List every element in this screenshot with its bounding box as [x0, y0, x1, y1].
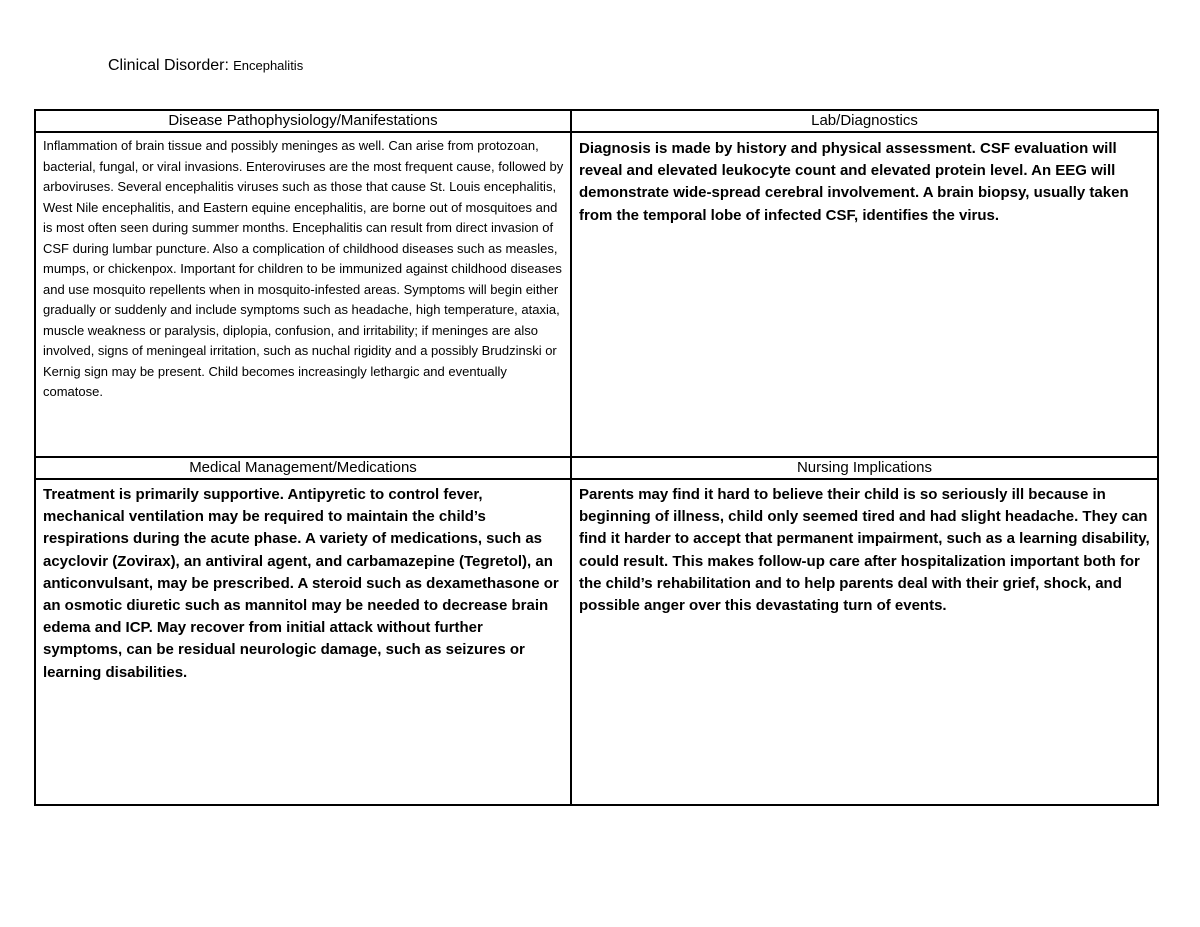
diagnostics-header: Lab/Diagnostics: [811, 112, 918, 129]
management-body: Treatment is primarily supportive. Antipyretic to control fever, mechanical ventilation may be required to maintain the child’s respirations during the acute phase. A variety of medications, such as acyclovir (Zovirax), an antiviral agent, and carbamazepine (Tegretol), an anticonvulsant, may be prescribed. A steroid such as dexamethasone or an osmotic diuretic such as mannitol may be needed to decrease brain edema and ICP. May recover from initial attack without further symptoms, can be residual neurologic damage, such as seizures or learning disabilities.: [43, 486, 559, 681]
clinical-disorder-table: [34, 109, 1159, 806]
nursing-header-cell: [571, 457, 1158, 479]
page-heading: [108, 56, 303, 76]
table-row-upper-headers: [35, 110, 1158, 132]
diagnostics-content-cell: [571, 132, 1158, 457]
page-heading-value: Encephalitis: [233, 58, 304, 73]
page-heading-label: Clinical Disorder:: [108, 57, 229, 74]
table-row-upper-content: [35, 132, 1158, 457]
table-row-lower-headers: [35, 457, 1158, 479]
management-header: Medical Management/Medications: [189, 459, 417, 476]
diagnostics-body: Diagnosis is made by history and physical assessment. CSF evaluation will reveal and elevated leukocyte count and elevated protein level. An EEG will demonstrate wide-spread cerebral involvement. A brain biopsy, usually taken from the temporal lobe of infected CSF, identifies the virus.: [579, 140, 1129, 224]
pathophysiology-header: Disease Pathophysiology/Manifestations: [168, 112, 438, 129]
nursing-body: Parents may find it hard to believe their child is so seriously ill because in beginning of illness, child only seemed tired and had slight headache. They can find it harder to accept that permanent impairment, such as a learning disability, could result. This makes follow-up care after hospitalization important both for the child’s rehabilitation and to help parents deal with their grief, shock, and possible anger over this devastating turn of events.: [579, 486, 1150, 615]
pathophysiology-body: Inflammation of brain tissue and possibly meninges as well. Can arise from protozoan, bacterial, fungal, or viral invasions. Enteroviruses are the most frequent cause, followed by arboviruses. Several encephalitis viruses such as those that cause St. Louis encephalitis, West Nile encephalitis, and Eastern equine encephalitis, are borne out of mosquitoes and is most often seen during summer months. Encephalitis can result from direct invasion of CSF during lumbar puncture. Also a complication of childhood diseases such as measles, mumps, or chickenpox. Important for children to be immunized against childhood diseases and use mosquito repellents when in mosquito-infested areas. Symptoms will begin either gradually or suddenly and include symptoms such as headache, high temperature, ataxia, muscle weakness or paralysis, diplopia, confusion, and irritability; if meninges are also involved, signs of meningeal irritation, such as nuchal rigidity and a possibly Brudzinski or Kernig sign may be present. Child becomes increasingly lethargic and eventually comatose.: [43, 138, 564, 399]
table-row-lower-content: [35, 479, 1158, 805]
pathophysiology-header-cell: [35, 110, 571, 132]
pathophysiology-content-cell: [35, 132, 571, 457]
diagnostics-header-cell: [571, 110, 1158, 132]
nursing-content-cell: [571, 479, 1158, 805]
management-header-cell: [35, 457, 571, 479]
nursing-header: Nursing Implications: [796, 459, 933, 476]
management-content-cell: [35, 479, 571, 805]
